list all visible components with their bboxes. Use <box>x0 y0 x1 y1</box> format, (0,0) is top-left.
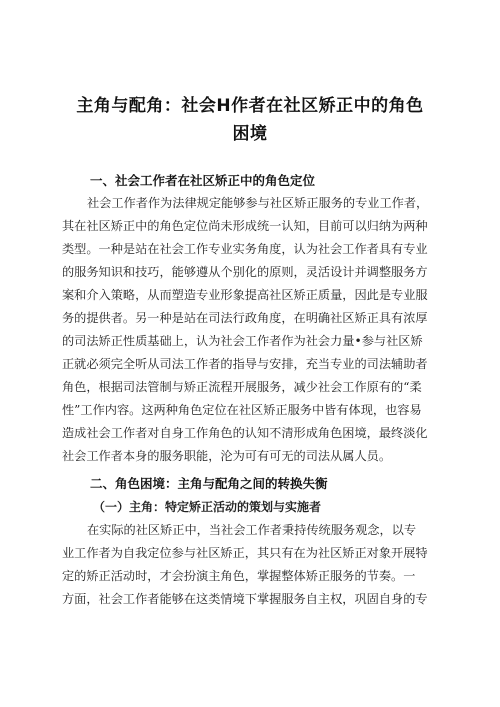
document-title-line-2: 困境 <box>232 124 268 144</box>
section-2-heading: 二、角色困境：主角与配角之间的转换失衡 <box>90 476 328 491</box>
paragraph-line: 性”工作内容。这两种角色定位在社区矫正服务中皆有体现，也容易 <box>62 403 422 417</box>
document-title-line-1: 主角与配角：社会H作者在社区矫正中的角色 <box>76 96 424 116</box>
paragraph-line: 务的提供者。另一种是站在司法行政角度，在明确社区矫正具有浓厚 <box>62 311 428 325</box>
paragraph-line: 案和介入策略，从而塑造专业形象提高社区矫正质量，因此是专业服 <box>62 288 428 302</box>
paragraph-line: 的司法矫正性质基础上，认为社会工作者作为社会力量•参与社区矫 <box>62 334 423 348</box>
paragraph-line: 其在社区矫正中的角色定位尚未形成统一认知，目前可以归纳为两种 <box>62 219 428 233</box>
paragraph-line: 角色，根据司法管制与矫正流程开展服务，减少社会工作原有的“柔 <box>62 380 422 394</box>
paragraph-line: 在实际的社区矫正中，当社会工作者秉持传统服务观念，以专 <box>87 523 417 537</box>
section-2-subheading: （一）主角：特定矫正活动的策划与实施者 <box>93 500 322 514</box>
paragraph-line: 社会工作者作为法律规定能够参与社区矫正服务的专业工作者， <box>87 196 429 210</box>
paragraph-line: 业工作者为自我定位参与社区矫正，其只有在为社区矫正对象开展特 <box>62 546 428 560</box>
paragraph-line: 类型。一种是站在社会工作专业实务角度，认为社会工作者具有专业 <box>62 242 428 256</box>
paragraph-line: 社会工作者本身的服务职能，沦为可有可无的司法从属人员。 <box>62 449 392 463</box>
paragraph-line: 的服务知识和技巧，能够遵从个别化的原则，灵活设计并调整服务方 <box>62 265 428 279</box>
paragraph-line: 定的矫正活动时，才会扮演主角色，掌握整体矫正服务的节奏。一 <box>62 569 416 583</box>
paragraph-line: 方面，社会工作者能够在这类情境下掌握服务自主权，巩固自身的专 <box>62 592 428 606</box>
paragraph-line: 正就必须完全听从司法工作者的指导与安排，充当专业的司法辅助者 <box>62 357 428 371</box>
section-1-heading: 一、社会工作者在社区矫正中的角色定位 <box>90 173 316 188</box>
paragraph-line: 造成社会工作者对自身工作角色的认知不清形成角色困境，最终淡化 <box>62 426 428 440</box>
